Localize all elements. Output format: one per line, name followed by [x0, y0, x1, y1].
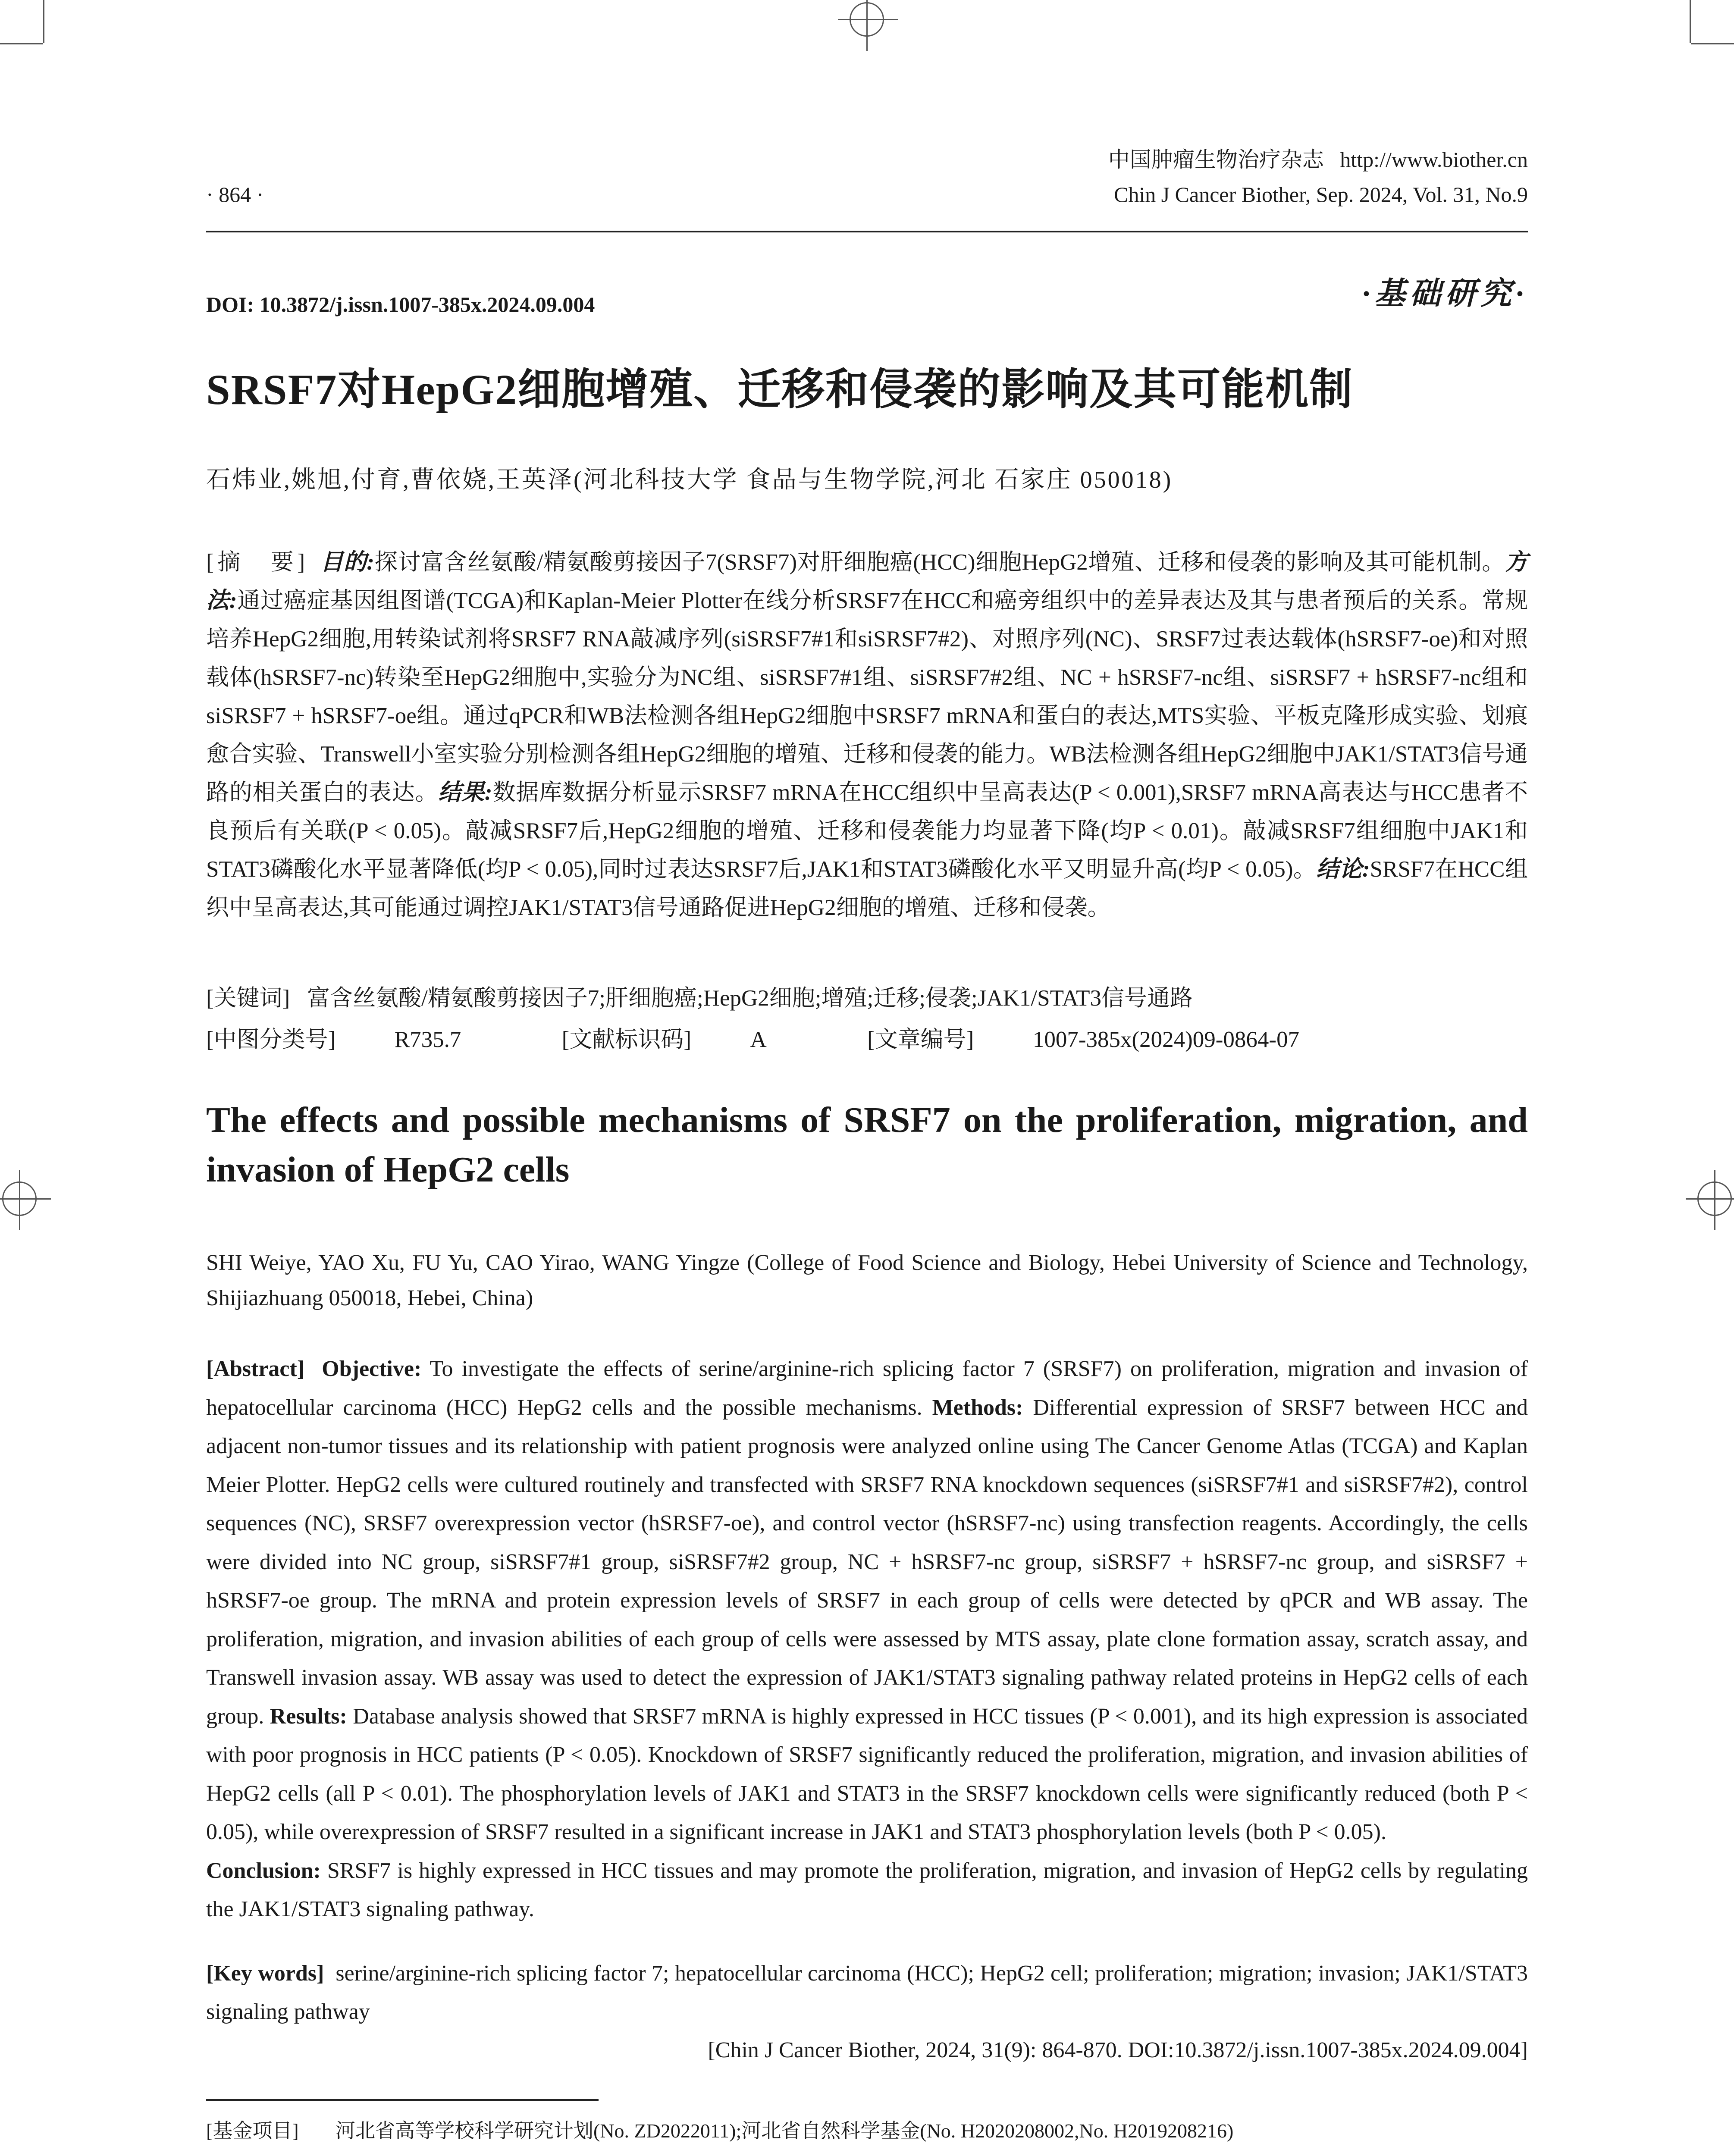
conclusion-cn: SRSF7在HCC组织中呈高表达,其可能通过调控JAK1/STAT3信号通路促进HepG2细胞的增殖、迁移和侵袭。 — [206, 857, 1528, 920]
abstract-cn — [206, 543, 1528, 927]
footnote-author — [206, 2151, 1207, 2156]
methods-label-en: Methods: — [932, 1395, 1023, 1420]
results-label-en: Results: — [270, 1704, 347, 1729]
footnote-rule — [206, 2099, 599, 2101]
clc-value: R735.7 — [394, 1027, 461, 1052]
header-rule — [206, 231, 1528, 232]
journal-name: 中国肿瘤生物治疗杂志 http://www.biother.cn — [1108, 147, 1528, 172]
registration-mark-icon — [850, 2, 884, 37]
doc-code-value: A — [750, 1027, 767, 1052]
registration-mark-icon — [2, 1181, 37, 1216]
keywords-label-en: [Key words] — [206, 1961, 324, 1986]
article-number-label: [文章编号] 1007-385x(2024)09-0864-07 — [867, 1027, 1300, 1052]
footnote-fund — [206, 2115, 1233, 2143]
conclusion-label-en: Conclusion: — [206, 1858, 321, 1883]
objective-label-en: Objective: — [322, 1357, 422, 1381]
conclusion-en: SRSF7 is highly expressed in HCC tissues and may promote the proliferation, migration, and invasion of HepG2 cells by regulating the JAK1/STAT3 signaling pathway. — [206, 1858, 1528, 1921]
doi: DOI: 10.3872/j.issn.1007-385x.2024.09.004 — [206, 292, 595, 317]
fund-label: [基金项目] — [206, 2120, 299, 2142]
classification-cn — [206, 1021, 1528, 1054]
crop-mark — [0, 43, 43, 44]
objective-label-cn: 目的: — [320, 550, 375, 575]
abstract-label-en: [Abstract] — [206, 1357, 305, 1381]
results-cn: 数据库数据分析显示SRSF7 mRNA在HCC组织中呈高表达(P < 0.001),SRSF7 mRNA高表达与HCC患者不良预后有关联(P < 0.05)。敲减SRSF7后,HepG2细胞的增殖、迁移和侵袭能力均显著下降(均P < 0.01)。敲减SRSF7组细胞中JAK1和STAT3磷酸化水平显著降低(均P < 0.05),同时过表达SRSF7后,JAK1和STAT3磷酸化水平又明显升高(均P < 0.05)。 — [206, 780, 1528, 882]
authors-cn: 石炜业,姚旭,付育,曹依娆,王英泽(河北科技大学 食品与生物学院,河北 石家庄 050018) — [206, 467, 1173, 493]
journal-url[interactable]: http://www.biother.cn — [1340, 147, 1528, 172]
authors-en: SHI Weiye, YAO Xu, FU Yu, CAO Yirao, WANG Yingze (College of Food Science and Biology, Hebei University of Science and Technology, Shijiazhuang 050018, Hebei, China) — [206, 1250, 1528, 1310]
methods-cn: 通过癌症基因组图谱(TCGA)和Kaplan-Meier Plotter在线分析SRSF7在HCC和癌旁组织中的差异表达及其与患者预后的关系。常规培养HepG2细胞,用转染试剂将SRSF7 RNA敲减序列(siSRSF7#1和siSRSF7#2)、对照序列(NC)、SRSF7过表达载体(hSRSF7-oe)和对照载体(hSRSF7-nc)转染至HepG2细胞中,实验分为NC组、siSRSF7#1组、siSRSF7#2组、NC + hSRSF7-nc组、siSRSF7 + hSRSF7-nc组和siSRSF7 + hSRSF7-oe组。通过qPCR和WB法检测各组HepG2细胞中SRSF7 mRNA和蛋白的表达,MTS实验、平板克隆形成实验、划痕愈合实验、Transwell小室实验分别检测各组HepG2细胞的增殖、迁移和侵袭的能力。WB法检测各组HepG2细胞中JAK1/STAT3信号通路的相关蛋白的表达。 — [206, 588, 1528, 805]
keywords-label-cn: [关键词] — [206, 986, 290, 1011]
registration-mark-icon — [1697, 1181, 1732, 1216]
article-number-value: 1007-385x(2024)09-0864-07 — [1032, 1027, 1300, 1052]
article-title-en: The effects and possible mechanisms of SRSF7 on the proliferation, migration, and invasion of HepG2 cells — [206, 1100, 1528, 1190]
methods-en: Differential expression of SRSF7 between HCC and adjacent non-tumor tissues and its relationship with patient prognosis were analyzed online using The Cancer Genome Atlas (TCGA) and Kaplan Meier Plotter. HepG2 cells were cultured routinely and transfected with SRSF7 RNA knockdown sequences (siSRSF7#1 and siSRSF7#2), control sequences (NC), SRSF7 overexpression vector (hSRSF7-oe), and control vector (hSRSF7-nc) using transfection reagents. Accordingly, the cells were divided into NC group, siSRSF7#1 group, siSRSF7#2 group, NC + hSRSF7-nc group, siSRSF7 + hSRSF7-nc group, and siSRSF7 + hSRSF7-oe group. The mRNA and protein expression levels of SRSF7 in each group of cells were detected by qPCR and WB assay. The proliferation, migration, and invasion abilities of each group of cells were assessed by MTS assay, plate clone formation assay, scratch assay, and Transwell invasion assay. WB assay was used to detect the expression of JAK1/STAT3 signaling pathway related proteins in HepG2 cells of each group. — [206, 1395, 1528, 1729]
citation-line: [Chin J Cancer Biother, 2024, 31(9): 864-870. DOI:10.3872/j.issn.1007-385x.2024.09.004] — [708, 2038, 1528, 2062]
conclusion-label-cn: 结论: — [1316, 857, 1370, 882]
results-label-cn: 结果: — [438, 780, 492, 805]
page-number: · 864 · — [206, 182, 264, 207]
crop-mark — [1690, 0, 1691, 43]
keywords-text-en: serine/arginine-rich splicing factor 7; hepatocellular carcinoma (HCC); HepG2 cell; proliferation; migration; invasion; JAK1/STAT3 signaling pathway — [206, 1961, 1528, 2024]
section-label: ·基础研究· — [1362, 276, 1528, 311]
running-header — [206, 142, 1528, 231]
author-bio-label — [206, 2151, 336, 2156]
doc-code-label: [文献标识码] A — [561, 1027, 767, 1052]
abstract-en — [206, 1350, 1528, 1929]
methods-label-cn: 方法: — [206, 550, 1528, 613]
fund-text: 河北省高等学校科学研究计划(No. ZD2022011);河北省自然科学基金(No. H2020208002,No. H2019208216) — [336, 2120, 1234, 2142]
crop-mark — [43, 0, 44, 43]
objective-en: To investigate the effects of serine/arginine-rich splicing factor 7 (SRSF7) on proliferation, migration and invasion of hepatocellular carcinoma (HCC) HepG2 cells and the possible mechanisms. — [206, 1357, 1528, 1420]
article-title-cn: SRSF7对HepG2细胞增殖、迁移和侵袭的影响及其可能机制 — [206, 366, 1354, 414]
crop-mark — [1691, 43, 1734, 44]
keywords-text-cn: 富含丝氨酸/精氨酸剪接因子7;肝细胞癌;HepG2细胞;增殖;迁移;侵袭;JAK1/STAT3信号通路 — [307, 986, 1193, 1011]
keywords-cn — [206, 980, 1528, 1012]
results-en: Database analysis showed that SRSF7 mRNA is highly expressed in HCC tissues (P < 0.001), and its high expression is associated with poor prognosis in HCC patients (P < 0.05). Knockdown of SRSF7 significantly reduced the proliferation, migration, and invasion abilities of HepG2 cells (all P < 0.01). The phosphorylation levels of JAK1 and STAT3 in the SRSF7 knockdown cells were significantly reduced (both P < 0.05), while overexpression of SRSF7 resulted in a significant increase in JAK1 and STAT3 phosphorylation levels (both P < 0.05). — [206, 1704, 1528, 1844]
objective-cn: 探讨富含丝氨酸/精氨酸剪接因子7(SRSF7)对肝细胞癌(HCC)细胞HepG2增殖、迁移和侵袭的影响及其可能机制。 — [374, 550, 1505, 575]
abstract-label-cn: [摘 要] — [206, 550, 309, 575]
keywords-en — [206, 1954, 1528, 2031]
journal-citation-line: Chin J Cancer Biother, Sep. 2024, Vol. 31, No.9 — [1113, 182, 1528, 207]
clc-label: [中图分类号] R735.7 — [206, 1027, 461, 1052]
